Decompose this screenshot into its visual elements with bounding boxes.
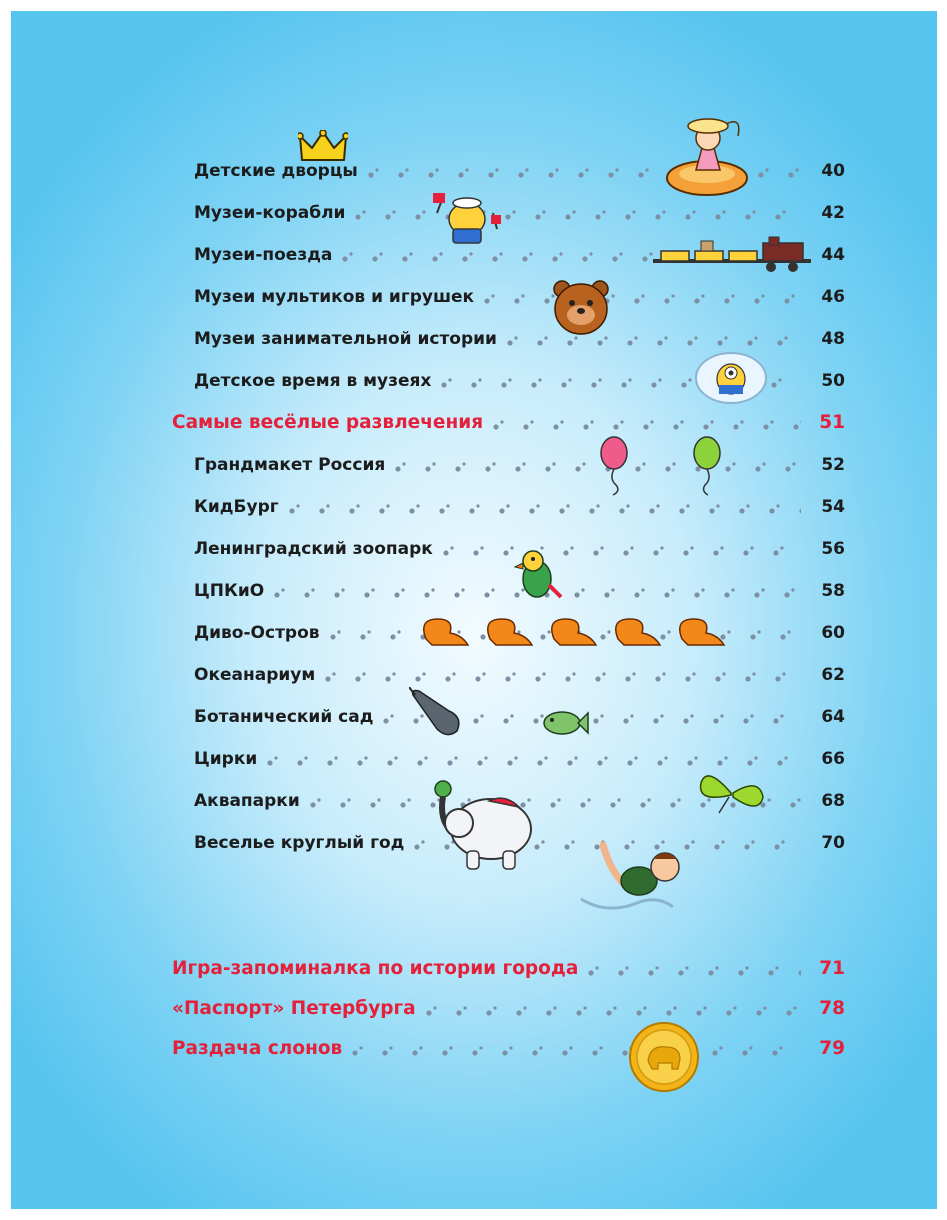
- toc-section-entry[interactable]: [11, 408, 937, 438]
- fish-icon: [540, 707, 590, 739]
- dot-leader: [586, 954, 801, 984]
- toc-entry-title: Музеи-корабли: [194, 203, 346, 223]
- toc-entry-title: Цирки: [194, 749, 258, 769]
- toc-entry-title: Ботанический сад: [194, 707, 374, 727]
- toc-entry-title: Грандмакет Россия: [194, 455, 386, 475]
- squirrel-chain-illustration: [416, 613, 751, 653]
- gold-coin-icon: [628, 1021, 700, 1093]
- toc-entry-page: 52: [821, 455, 845, 475]
- dot-leader: [353, 198, 801, 228]
- red-balloon-icon: [599, 435, 629, 497]
- toc-entry-page: 48: [821, 329, 845, 349]
- toc-entry-page: 60: [821, 623, 845, 643]
- toc-entry-title: «Паспорт» Петербурга: [172, 998, 416, 1019]
- toc-entry-page: 66: [821, 749, 845, 769]
- toc-entry-page: 70: [821, 833, 845, 853]
- crown-icon: [298, 130, 348, 164]
- dot-leader: [491, 408, 801, 438]
- green-balloon-icon: [692, 435, 722, 497]
- toc-entry-page: 51: [819, 412, 845, 433]
- toc-entry-title: Веселье круглый год: [194, 833, 405, 853]
- toc-section-entry[interactable]: [11, 994, 937, 1024]
- stingray-illustration: [409, 687, 463, 739]
- princess-illustration: [664, 108, 754, 198]
- toc-entry-page: 44: [821, 245, 845, 265]
- swimmer-illustration: [577, 837, 697, 921]
- toc-entry[interactable]: [11, 702, 937, 732]
- dot-leader: [393, 450, 801, 480]
- toc-entry-title: Детские дворцы: [194, 161, 358, 181]
- toc-entry-page: 40: [821, 161, 845, 181]
- dot-leader: [323, 660, 801, 690]
- butterfly-icon: [697, 763, 767, 823]
- train-illustration: [651, 233, 811, 277]
- toc-entry[interactable]: [11, 324, 937, 354]
- toc-entry-title: Ленинградский зоопарк: [194, 539, 433, 559]
- dot-leader: [441, 534, 801, 564]
- toc-entry[interactable]: [11, 450, 937, 480]
- toc-entry[interactable]: [11, 282, 937, 312]
- parrot-illustration: [511, 545, 563, 605]
- toc-entry-page: 64: [821, 707, 845, 727]
- toc-entry-title: Диво-Остров: [194, 623, 320, 643]
- toc-entry-page: 62: [821, 665, 845, 685]
- bear-illustration: [550, 277, 612, 337]
- toc-entry-title: Игра-запоминалка по истории города: [172, 958, 579, 979]
- toc-entry[interactable]: [11, 156, 937, 186]
- toc-entry-title: КидБург: [194, 497, 279, 517]
- toc-entry-page: 50: [821, 371, 845, 391]
- elephant-illustration: [431, 779, 535, 875]
- toc-entry-title: Аквапарки: [194, 791, 300, 811]
- toc-entry-title: Музеи-поезда: [194, 245, 333, 265]
- toc-entry-page: 42: [821, 203, 845, 223]
- toc-entry-page: 71: [819, 958, 845, 979]
- toc-entry[interactable]: [11, 492, 937, 522]
- toc-entry-page: 78: [819, 998, 845, 1019]
- toc-entry-page: 54: [821, 497, 845, 517]
- toc-section-entry[interactable]: [11, 954, 937, 984]
- dot-leader: [350, 1034, 801, 1064]
- toc-entry-title: Музеи мультиков и игрушек: [194, 287, 475, 307]
- toc-entry-title: Детское время в музеях: [194, 371, 432, 391]
- toc-page: [11, 11, 937, 1209]
- toc-section-entry[interactable]: [11, 1034, 937, 1064]
- dot-leader: [287, 492, 801, 522]
- dot-leader: [482, 282, 801, 312]
- toc-entry-title: Музеи занимательной истории: [194, 329, 497, 349]
- sailor-illustration: [429, 189, 505, 249]
- toc-entry-title: Океанариум: [194, 665, 316, 685]
- toc-entry-page: 56: [821, 539, 845, 559]
- toc-entry[interactable]: [11, 576, 937, 606]
- toc-entry-page: 46: [821, 287, 845, 307]
- toc-entry-title: ЦПКиО: [194, 581, 265, 601]
- toc-entry-page: 58: [821, 581, 845, 601]
- toc-entry[interactable]: [11, 366, 937, 396]
- toc-entry[interactable]: [11, 534, 937, 564]
- toc-entry-page: 79: [819, 1038, 845, 1059]
- toc-entry-title: Раздача слонов: [172, 1038, 343, 1059]
- toc-entry[interactable]: [11, 660, 937, 690]
- toc-entry-title: Самые весёлые развлечения: [172, 412, 484, 433]
- dot-leader: [424, 994, 801, 1024]
- toc-entry[interactable]: [11, 744, 937, 774]
- bubble-minion-illustration: [694, 351, 768, 405]
- toc-entry-page: 68: [821, 791, 845, 811]
